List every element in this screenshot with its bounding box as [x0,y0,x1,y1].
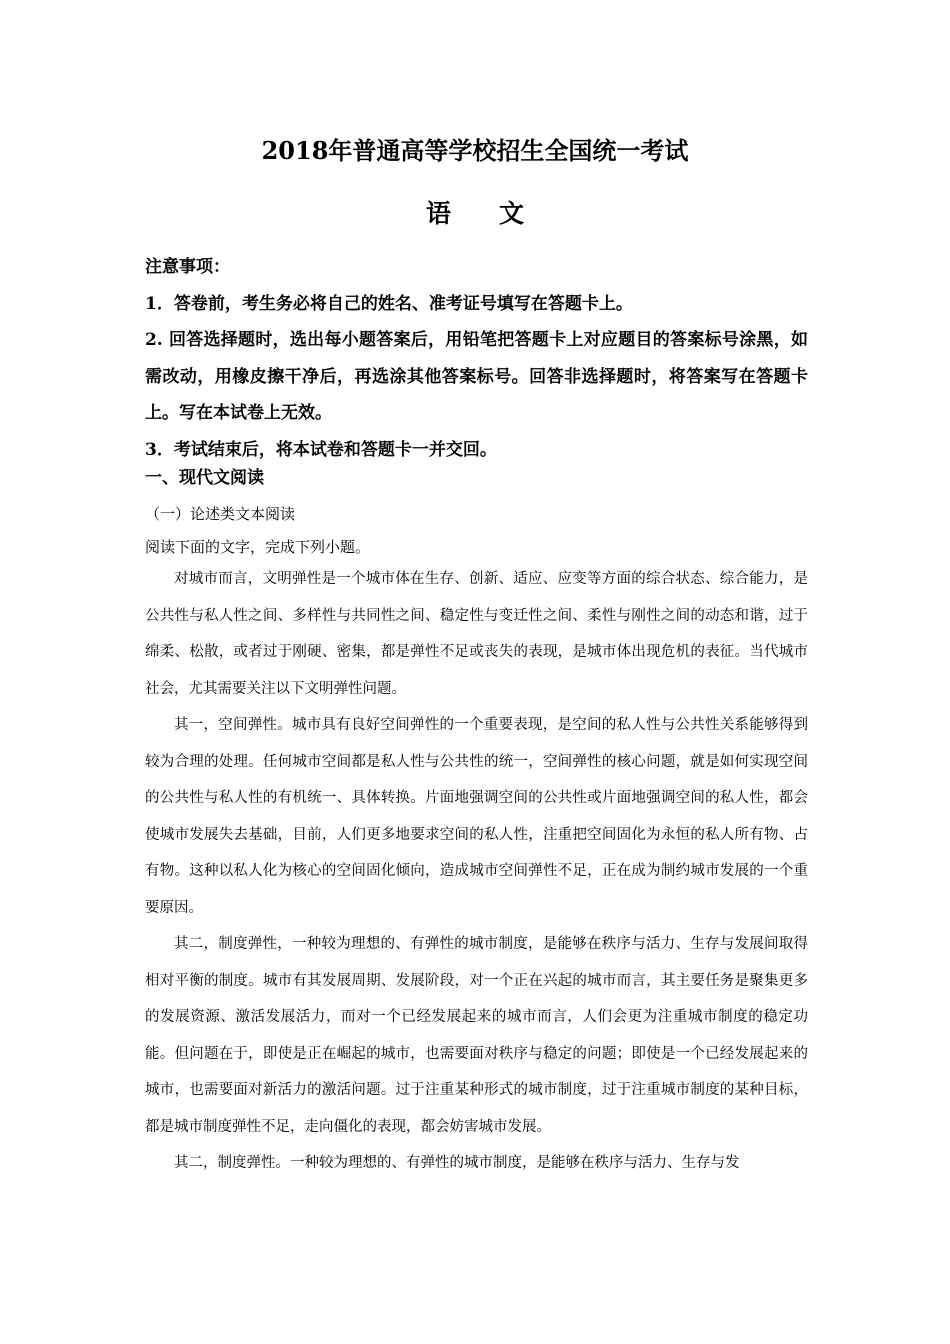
notice-item-2: 2. 回答选择题时，选出每小题答案后，用铅笔把答题卡上对应题目的答案标号涂黑，如需改动，用橡皮擦干净后，再选涂其他答案标号。回答非选择题时，将答案写在答题卡上。写在本试卷上无效。 [145,330,808,423]
subject-title [0,194,950,234]
passage-paragraph-2: 其一，空间弹性。城市具有良好空间弹性的一个重要表现，是空间的私人性与公共性关系能够得到较为合理的处理。任何城市空间都是私人性与公共性的统一，空间弹性的核心问题，就是如何实现空间的公共性与私人性的有机统一、具体转换。片面地强调空间的公共性或片面地强调空间的私人性，都会使城市发展失去基础，目前，人们更多地要求空间的私人性，注重把空间固化为永恒的私人所有物、占有物。这种以私人化为核心的空间固化倾向，造成城市空间弹性不足，正在成为制约城市发展的一个重要原因。 [145,717,808,916]
section-subheading: （一）论述类文本阅读 [145,505,296,523]
notice-section [145,249,808,468]
notice-heading: 注意事项： [145,257,230,277]
notice-item-1: 1．答卷前，考生务必将自己的姓名、准考证号填写在答题卡上。 [145,293,633,314]
exam-title: 2018年普通高等学校招生全国统一考试 [261,136,689,165]
passage-paragraph-3: 其二，制度弹性，一种较为理想的、有弹性的城市制度，是能够在秩序与活力、生存与发展间取得相对平衡的制度。城市有其发展周期、发展阶段，对一个正在兴起的城市而言，其主要任务是聚集更多的发展资源、激活发展活力，而对一个已经发展起来的城市而言，人们会更为注重城市制度的稳定功能。但问题在于，即使是正在崛起的城市，也需要面对秩序与稳定的问题；即使是一个已经发展起来的城市，也需要面对新活力的激活问题。过于注重某种形式的城市制度，过于注重城市制度的某种目标，都是城市制度弹性不足，走向僵化的表现，都会妨害城市发展。 [145,936,808,1135]
subject-char-1: 语 [425,199,451,228]
passage-paragraph-1: 对城市而言，文明弹性是一个城市体在生存、创新、适应、应变等方面的综合状态、综合能力，是公共性与私人性之间、多样性与共同性之间、稳定性与变迁性之间、柔性与刚性之间的动态和谐，过于绵柔、松散，或者过于刚硬、密集，都是弹性不足或丧失的表现，是城市体出现危机的表征。当代城市社会，尤其需要关注以下文明弹性问题。 [145,571,808,697]
passage-paragraph-4: 其二，制度弹性。一种较为理想的、有弹性的城市制度，是能够在秩序与活力、生存与发 [174,1155,740,1171]
notice-item-3: 3．考试结束后，将本试卷和答题卡一并交回。 [145,439,497,460]
reading-passage [145,561,808,1182]
reading-instruction: 阅读下面的文字，完成下列小题。 [145,538,371,556]
subject-char-2: 文 [499,199,525,228]
section-heading: 一、现代文阅读 [145,468,264,488]
